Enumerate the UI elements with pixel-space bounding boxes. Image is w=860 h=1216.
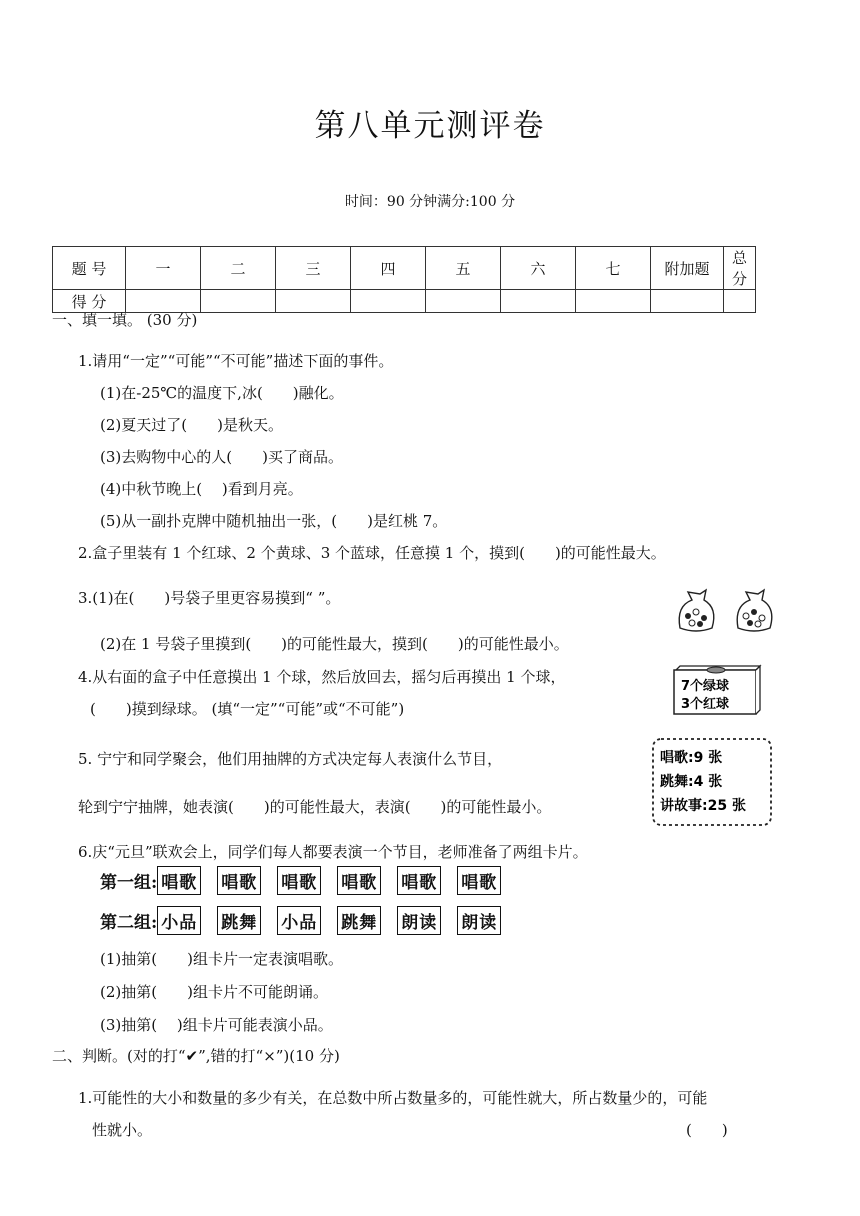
ball-box-image	[668, 662, 764, 718]
score-header-cell: 六	[501, 247, 576, 290]
q2-text: 2.盒子里装有 1 个红球、2 个黄球、3 个蓝球，任意摸 1 个，摸到( )的可能性最大。	[78, 544, 666, 562]
score-cell	[724, 290, 756, 313]
group2-card: 朗读	[397, 906, 441, 935]
section2-heading: 二、判断。(对的打“✔”,错的打“×”)(10 分)	[52, 1047, 340, 1065]
group1-row	[100, 866, 517, 895]
card-poster-image	[650, 736, 774, 828]
q5-line2: 轮到宁宁抽牌，她表演( )的可能性最大，表演( )的可能性最小。	[78, 798, 552, 816]
q4-line1: 4.从右面的盒子中任意摸出 1 个球，然后放回去，摇匀后再摸出 1 个球，	[78, 668, 566, 686]
q1-item: (5)从一副扑克牌中随机抽出一张，( )是红桃 7。	[100, 512, 448, 530]
group2-card: 小品	[277, 906, 321, 935]
box-line-2: 3个红球	[681, 697, 730, 712]
money-bags-image	[670, 586, 780, 652]
group1-card: 唱歌	[337, 866, 381, 895]
page-title: 第八单元测评卷	[314, 108, 546, 144]
q6-stem: 6.庆“元旦”联欢会上，同学们每人都要表演一个节目，老师准备了两组卡片。	[78, 843, 588, 861]
q3-part1: 3.(1)在( )号袋子里更容易摸到“ ”。	[78, 589, 341, 607]
q6-item: (1)抽第( )组卡片一定表演唱歌。	[100, 950, 343, 968]
score-cell	[276, 290, 351, 313]
judge-q1-line1: 1.可能性的大小和数量的多少有关，在总数中所占数量多的，可能性就大，所占数量少的，可能	[78, 1089, 708, 1107]
score-cell	[651, 290, 724, 313]
section1-heading: 一、填一填。 (30 分)	[52, 311, 198, 329]
q1-item: (2)夏天过了( )是秋天。	[100, 416, 283, 434]
score-cell	[351, 290, 426, 313]
q1-item: (3)去购物中心的人( )买了商品。	[100, 448, 343, 466]
score-header-cell: 题 号	[53, 247, 126, 290]
score-header-cell: 附加题	[651, 247, 724, 290]
score-header-cell: 一	[126, 247, 201, 290]
q6-item: (3)抽第( )组卡片可能表演小品。	[100, 1016, 333, 1034]
poster-line-1: 唱歌:9 张	[660, 750, 723, 766]
score-cell	[501, 290, 576, 313]
q1-item: (1)在-25℃的温度下,冰( )融化。	[100, 384, 344, 402]
group1-label: 第一组:	[100, 873, 158, 893]
q1-stem: 1.请用“一定”“可能”“不可能”描述下面的事件。	[78, 352, 394, 370]
group1-card: 唱歌	[217, 866, 261, 895]
score-header-cell: 五	[426, 247, 501, 290]
judge-q1-line2: 性就小。	[92, 1121, 153, 1139]
bag-2-icon	[737, 590, 772, 631]
q1-item: (4)中秋节晚上( )看到月亮。	[100, 480, 303, 498]
group2-card: 朗读	[457, 906, 501, 935]
group2-label: 第二组:	[100, 913, 158, 933]
group2-card: 跳舞	[337, 906, 381, 935]
score-header-cell: 三	[276, 247, 351, 290]
group2-row	[100, 906, 517, 935]
q4-line2: ( )摸到绿球。 (填“一定”“可能”或“不可能”)	[90, 700, 405, 718]
score-header-cell: 总 分	[724, 247, 756, 290]
score-cell	[201, 290, 276, 313]
score-header-cell: 二	[201, 247, 276, 290]
judge-q1-answer-paren: ( )	[686, 1121, 728, 1139]
score-cell	[576, 290, 651, 313]
q5-line1: 5. 宁宁和同学聚会，他们用抽牌的方式决定每人表演什么节目，	[78, 750, 503, 768]
group1-card: 唱歌	[277, 866, 321, 895]
group2-card: 小品	[157, 906, 201, 935]
group1-card: 唱歌	[157, 866, 201, 895]
q3-part2: (2)在 1 号袋子里摸到( )的可能性最大，摸到( )的可能性最小。	[100, 635, 569, 653]
bag-1-icon	[679, 590, 714, 631]
group1-card: 唱歌	[397, 866, 441, 895]
score-table	[52, 246, 756, 313]
score-table-header-row	[53, 247, 756, 290]
score-header-cell: 四	[351, 247, 426, 290]
exam-info: 时间：90 分钟满分:100 分	[344, 194, 516, 210]
q6-item: (2)抽第( )组卡片不可能朗诵。	[100, 983, 328, 1001]
score-cell	[426, 290, 501, 313]
score-header-cell: 七	[576, 247, 651, 290]
box-line-1: 7个绿球	[681, 679, 730, 694]
poster-line-2: 跳舞:4 张	[660, 774, 723, 790]
poster-line-3: 讲故事:25 张	[660, 798, 746, 814]
group1-card: 唱歌	[457, 866, 501, 895]
score-row-label: 得 分	[53, 290, 126, 313]
group2-card: 跳舞	[217, 906, 261, 935]
